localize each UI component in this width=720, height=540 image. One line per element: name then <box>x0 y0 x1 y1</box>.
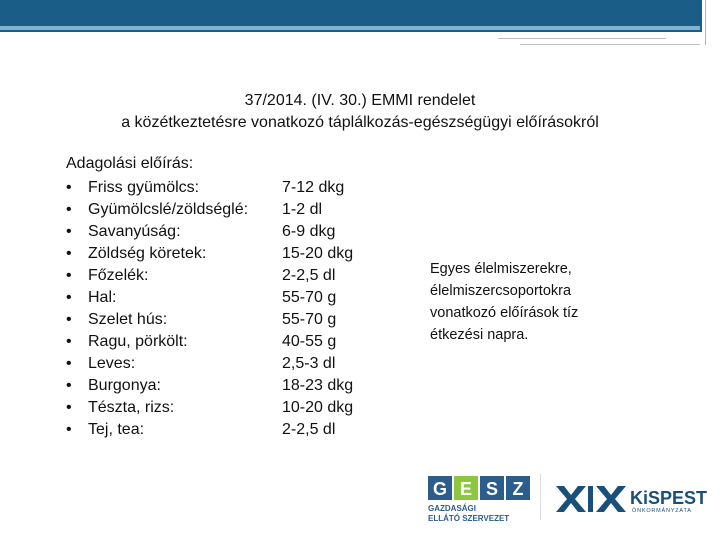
item-amount: 10-20 dkg <box>282 399 354 416</box>
item-amount: 2,5-3 dl <box>282 355 336 372</box>
kispest-emblem <box>556 486 586 512</box>
intro-heading: Adagolási előírás: <box>66 155 194 172</box>
bullet-icon: • <box>66 289 72 306</box>
item-name: Főzelék: <box>88 267 149 284</box>
item-amount: 55-70 g <box>282 311 337 328</box>
item-name: Zöldség köretek: <box>88 245 207 262</box>
header-accent-line <box>0 26 700 30</box>
item-name: Leves: <box>88 355 136 372</box>
item-amount: 1-2 dl <box>282 201 323 218</box>
bullet-icon: • <box>66 179 72 196</box>
item-amount: 6-9 dkg <box>282 223 336 240</box>
item-name: Savanyúság: <box>88 223 181 240</box>
bullet-icon: • <box>66 245 72 262</box>
kispest-logo <box>556 482 711 514</box>
kispest-emblem <box>596 486 626 512</box>
item-amount: 18-23 dkg <box>282 377 354 394</box>
item-name: Friss gyümölcs: <box>88 179 200 196</box>
bullet-icon: • <box>66 399 72 416</box>
item-name: Szelet hús: <box>88 311 168 328</box>
item-amount: 2-2,5 dl <box>282 421 336 438</box>
gesz-letter: S <box>485 479 499 499</box>
gesz-letter: Z <box>512 479 524 499</box>
bullet-icon: • <box>66 377 72 394</box>
gesz-line2: ELLÁTÓ SZERVEZET <box>428 514 510 523</box>
bullet-icon: • <box>66 421 72 438</box>
corner-line-thin <box>705 0 706 45</box>
item-name: Tej, tea: <box>88 421 145 438</box>
gesz-line1: GAZDASÁGI <box>428 504 476 513</box>
item-name: Burgonya: <box>88 377 161 394</box>
item-name: Ragu, pörkölt: <box>88 333 188 350</box>
bullet-icon: • <box>66 333 72 350</box>
gesz-letter: E <box>459 479 473 499</box>
item-amount: 7-12 dkg <box>282 179 345 196</box>
corner-line <box>700 0 702 32</box>
item-amount: 40-55 g <box>282 333 337 350</box>
decorative-rule <box>520 44 700 45</box>
note-text: Egyes élelmiszerekre, élelmiszercsoportokra vonatkozó előírások tíz étkezési napra. <box>430 261 579 343</box>
item-amount: 2-2,5 dl <box>282 267 336 284</box>
bullet-icon: • <box>66 311 72 328</box>
decorative-rule <box>498 38 666 39</box>
logo-divider <box>540 474 541 520</box>
bullet-icon: • <box>66 267 72 284</box>
slide-title-line1: 37/2014. (IV. 30.) EMMI rendelet <box>244 92 476 109</box>
bullet-icon: • <box>66 223 72 240</box>
bullet-icon: • <box>66 201 72 218</box>
item-amount: 15-20 dkg <box>282 245 354 262</box>
kispest-name: KiSPEST <box>630 488 708 508</box>
item-amount: 55-70 g <box>282 289 337 306</box>
gesz-letter: G <box>432 479 448 499</box>
item-name: Hal: <box>88 289 117 306</box>
gesz-logo <box>428 476 530 524</box>
kispest-sub: ÖNKORMÁNYZATA <box>632 508 692 514</box>
bullet-icon: • <box>66 355 72 372</box>
kispest-emblem-bar <box>588 486 593 512</box>
item-name: Gyümölcslé/zöldséglé: <box>88 201 249 218</box>
item-name: Tészta, rizs: <box>88 399 175 416</box>
slide-title-line2: a közétkeztetésre vonatkozó táplálkozás-egészségügyi előírásokról <box>121 114 599 131</box>
